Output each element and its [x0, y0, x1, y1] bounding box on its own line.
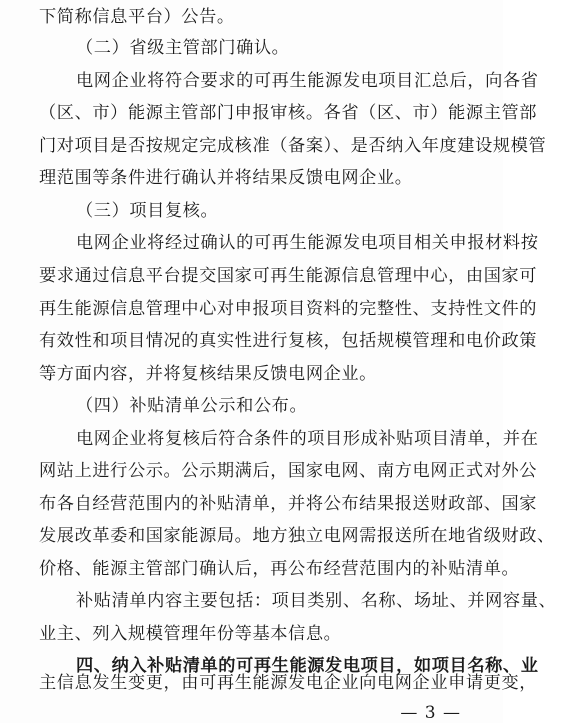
paragraph-line: 发展改革委和国家能源局。地方独立电网需报送所在地省级财政、 — [39, 526, 555, 547]
paragraph-line: （区、市）能源主管部门申报审核。各省（区、市）能源主管部 — [39, 103, 538, 124]
paragraph-line: 有效性和项目情况的真实性进行复核，包括规模管理和电价政策 — [39, 331, 538, 351]
paragraph-line: 门对项目是否按规定完成核准（备案）、是否纳入年度建设规模管 — [39, 135, 547, 156]
paragraph-line: 电网企业将复核后符合条件的项目形成补贴项目清单，并在 — [76, 428, 539, 449]
paragraph-line: 等方面内容，并将复核结果反馈电网企业。 — [39, 363, 377, 384]
numbered-clause-line: 四、纳入补贴清单的可再生能源发电项目，如项目名称、业 — [76, 656, 539, 677]
paragraph-line: 网站上进行公示。公示期满后，国家电网、南方电网正式对外公 — [39, 461, 538, 482]
paragraph-line: 再生能源信息管理中心对申报项目资料的完整性、支持性文件的 — [39, 298, 538, 319]
paragraph-line: 下简称信息平台）公告。 — [39, 6, 235, 27]
paragraph-line: 价格、能源主管部门确认后，再公布经营范围内的补贴清单。 — [39, 558, 520, 579]
paragraph-line: 理范围等条件进行确认并将结果反馈电网企业。 — [39, 168, 413, 189]
paragraph-line: 电网企业将经过确认的可再生能源发电项目相关申报材料按 — [76, 233, 539, 254]
page-number: — 3 — — [400, 703, 461, 723]
section-heading: （三）项目复核。 — [76, 200, 219, 221]
paragraph-line: 布各自经营范围内的补贴清单，并将公布结果报送财政部、国家 — [39, 493, 538, 514]
paragraph-line: 电网企业将符合要求的可再生能源发电项目汇总后，向各省 — [76, 70, 539, 91]
section-heading: （四）补贴清单公示和公布。 — [76, 396, 308, 416]
paragraph-line: 补贴清单内容主要包括：项目类别、名称、场址、并网容量、 — [76, 591, 557, 612]
section-heading: （二）省级主管部门确认。 — [76, 38, 290, 59]
paragraph-line: 要求通过信息平台提交国家可再生能源信息管理中心，由国家可 — [39, 265, 538, 286]
paragraph-line: 业主、列入规模管理年份等基本信息。 — [39, 623, 342, 644]
paragraph-line: 主信息发生变更，由可再生能源发电企业向电网企业申请更变， — [39, 672, 538, 693]
